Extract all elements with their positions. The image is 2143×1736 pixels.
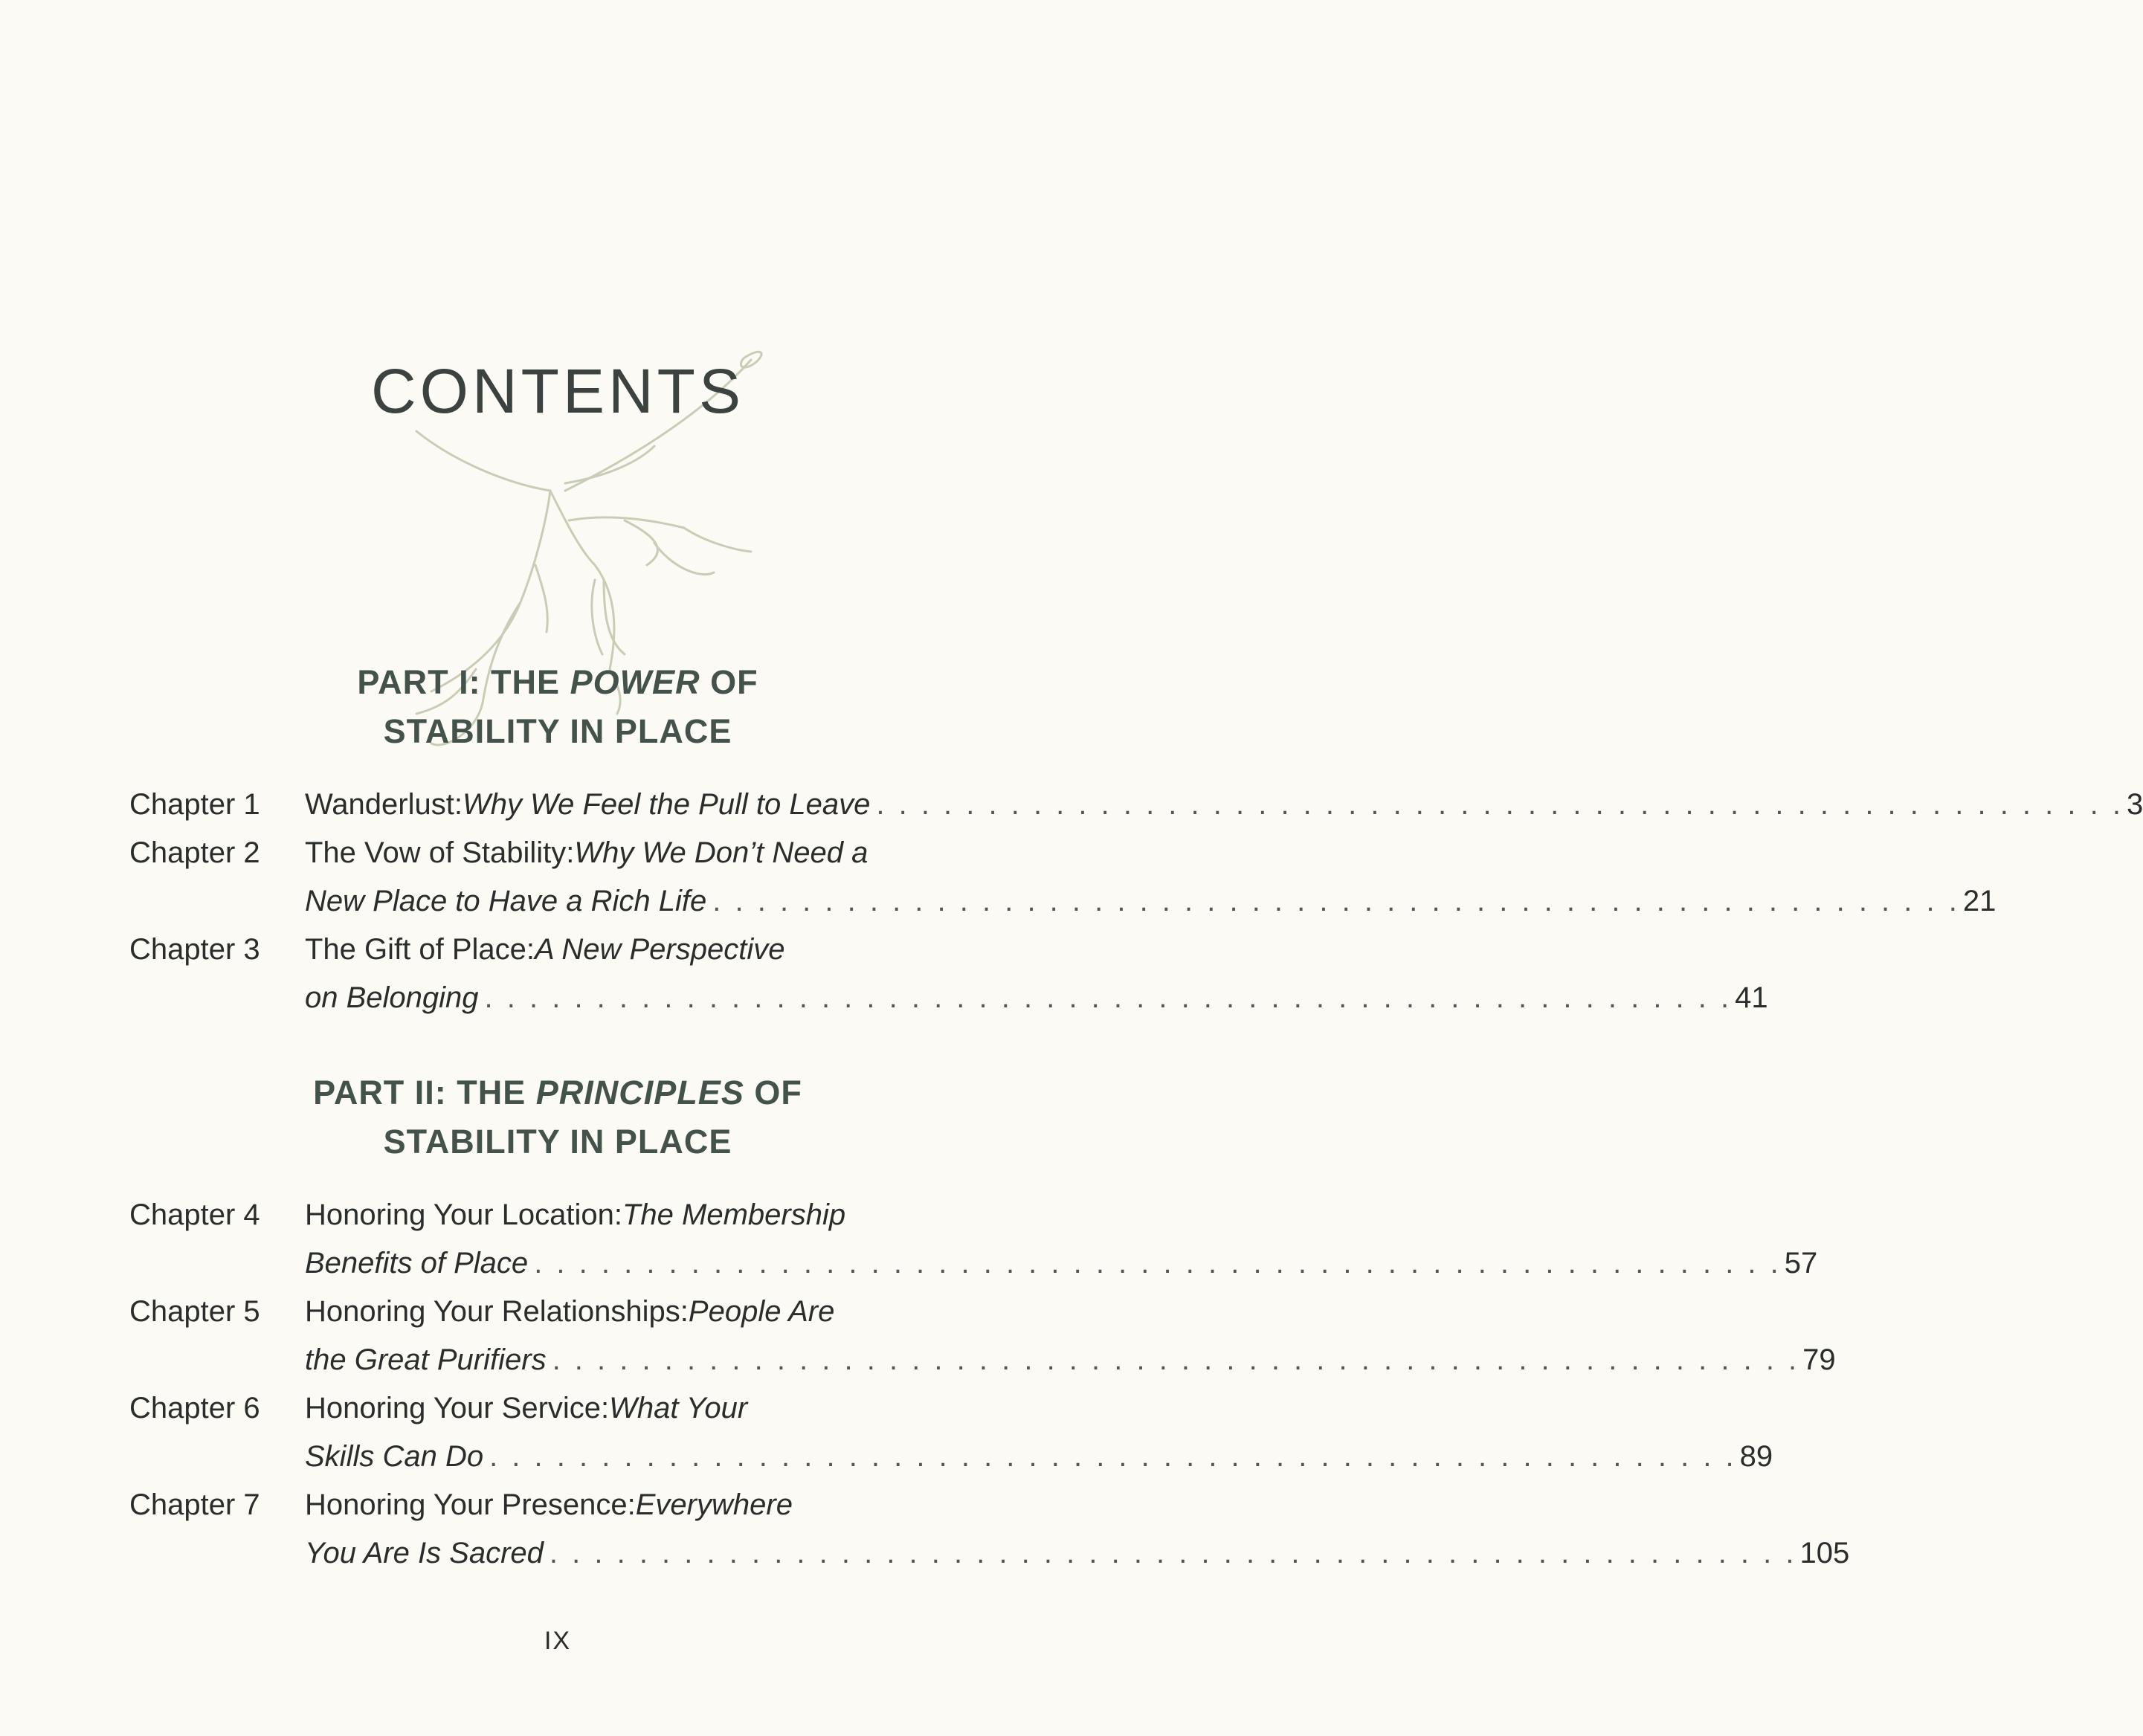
part-2-prefix: PART II: THE bbox=[313, 1074, 536, 1111]
part-1-emphasis: POWER bbox=[570, 663, 700, 701]
page-number: 41 bbox=[1735, 981, 1768, 1014]
chapter-subtitle: Everywhere bbox=[635, 1488, 793, 1521]
part-1-chapter-list bbox=[129, 781, 2143, 1022]
part-1-heading bbox=[0, 658, 1115, 756]
chapter-title: Honoring Your Presence: bbox=[305, 1488, 636, 1521]
part-2-chapter-list bbox=[129, 1191, 1850, 1578]
chapter-label: Chapter 7 bbox=[129, 1488, 260, 1521]
contents-title: CONTENTS bbox=[371, 356, 744, 426]
page-number: 105 bbox=[1799, 1537, 1850, 1569]
part-2-emphasis: PRINCIPLES bbox=[535, 1074, 744, 1111]
chapter-title: Honoring Your Service: bbox=[305, 1392, 610, 1424]
chapter-subtitle: A New Perspective bbox=[535, 933, 785, 966]
dot-leader bbox=[552, 1336, 1797, 1384]
chapter-subtitle: What Your bbox=[609, 1392, 748, 1424]
part-2-heading bbox=[0, 1068, 1115, 1167]
chapter-subtitle-cont: on Belonging bbox=[305, 981, 479, 1014]
chapter-label: Chapter 5 bbox=[129, 1295, 260, 1328]
page-number: 3 bbox=[2126, 788, 2143, 821]
toc-entry-chapter-5[interactable] bbox=[129, 1288, 1836, 1384]
dot-leader bbox=[489, 1433, 1734, 1481]
toc-entry-chapter-2[interactable] bbox=[129, 829, 1997, 926]
chapter-title: Wanderlust: bbox=[305, 788, 463, 821]
dot-leader bbox=[534, 1239, 1779, 1288]
dot-leader bbox=[876, 781, 2121, 829]
toc-entry-chapter-3[interactable] bbox=[129, 926, 1768, 1022]
part-1-prefix: PART I: THE bbox=[357, 663, 570, 701]
dot-leader bbox=[485, 974, 1730, 1022]
part-1-heading-line1 bbox=[0, 658, 1115, 707]
chapter-label: Chapter 3 bbox=[129, 933, 260, 966]
toc-entry-chapter-1[interactable] bbox=[129, 781, 2143, 829]
chapter-subtitle: The Membership bbox=[622, 1198, 846, 1231]
page-number: 79 bbox=[1802, 1343, 1836, 1376]
part-2-suffix: OF bbox=[744, 1074, 802, 1111]
chapter-subtitle-cont: Benefits of Place bbox=[305, 1247, 529, 1280]
chapter-label: Chapter 2 bbox=[129, 836, 260, 869]
page-folio: IX bbox=[544, 1627, 572, 1655]
chapter-subtitle-cont: the Great Purifiers bbox=[305, 1343, 547, 1376]
chapter-subtitle-cont: Skills Can Do bbox=[305, 1440, 484, 1473]
chapter-subtitle: People Are bbox=[688, 1295, 835, 1328]
part-2-heading-line1 bbox=[0, 1068, 1115, 1117]
dot-leader bbox=[712, 877, 1957, 926]
page-number: 89 bbox=[1739, 1440, 1773, 1473]
toc-entry-chapter-7[interactable] bbox=[129, 1481, 1850, 1578]
chapter-label: Chapter 6 bbox=[129, 1392, 260, 1424]
chapter-label: Chapter 4 bbox=[129, 1198, 260, 1231]
part-2-heading-line2: STABILITY IN PLACE bbox=[383, 1123, 732, 1161]
page-number: 21 bbox=[1962, 885, 1997, 917]
chapter-title: Honoring Your Location: bbox=[305, 1198, 622, 1231]
chapter-title: The Gift of Place: bbox=[305, 933, 535, 966]
part-1-heading-line2: STABILITY IN PLACE bbox=[383, 712, 732, 750]
chapter-subtitle-cont: You Are Is Sacred bbox=[305, 1537, 544, 1569]
part-1-suffix: OF bbox=[700, 663, 758, 701]
chapter-title: Honoring Your Relationships: bbox=[305, 1295, 689, 1328]
chapter-subtitle: Why We Feel the Pull to Leave bbox=[462, 788, 871, 821]
page-number: 57 bbox=[1784, 1247, 1818, 1280]
toc-entry-chapter-6[interactable] bbox=[129, 1384, 1773, 1481]
chapter-title: The Vow of Stability: bbox=[305, 836, 575, 869]
chapter-label: Chapter 1 bbox=[129, 788, 260, 821]
toc-entry-chapter-4[interactable] bbox=[129, 1191, 1818, 1288]
dot-leader bbox=[550, 1529, 1794, 1578]
chapter-subtitle: Why We Don’t Need a bbox=[574, 836, 869, 869]
chapter-subtitle-cont: New Place to Have a Rich Life bbox=[305, 885, 707, 917]
